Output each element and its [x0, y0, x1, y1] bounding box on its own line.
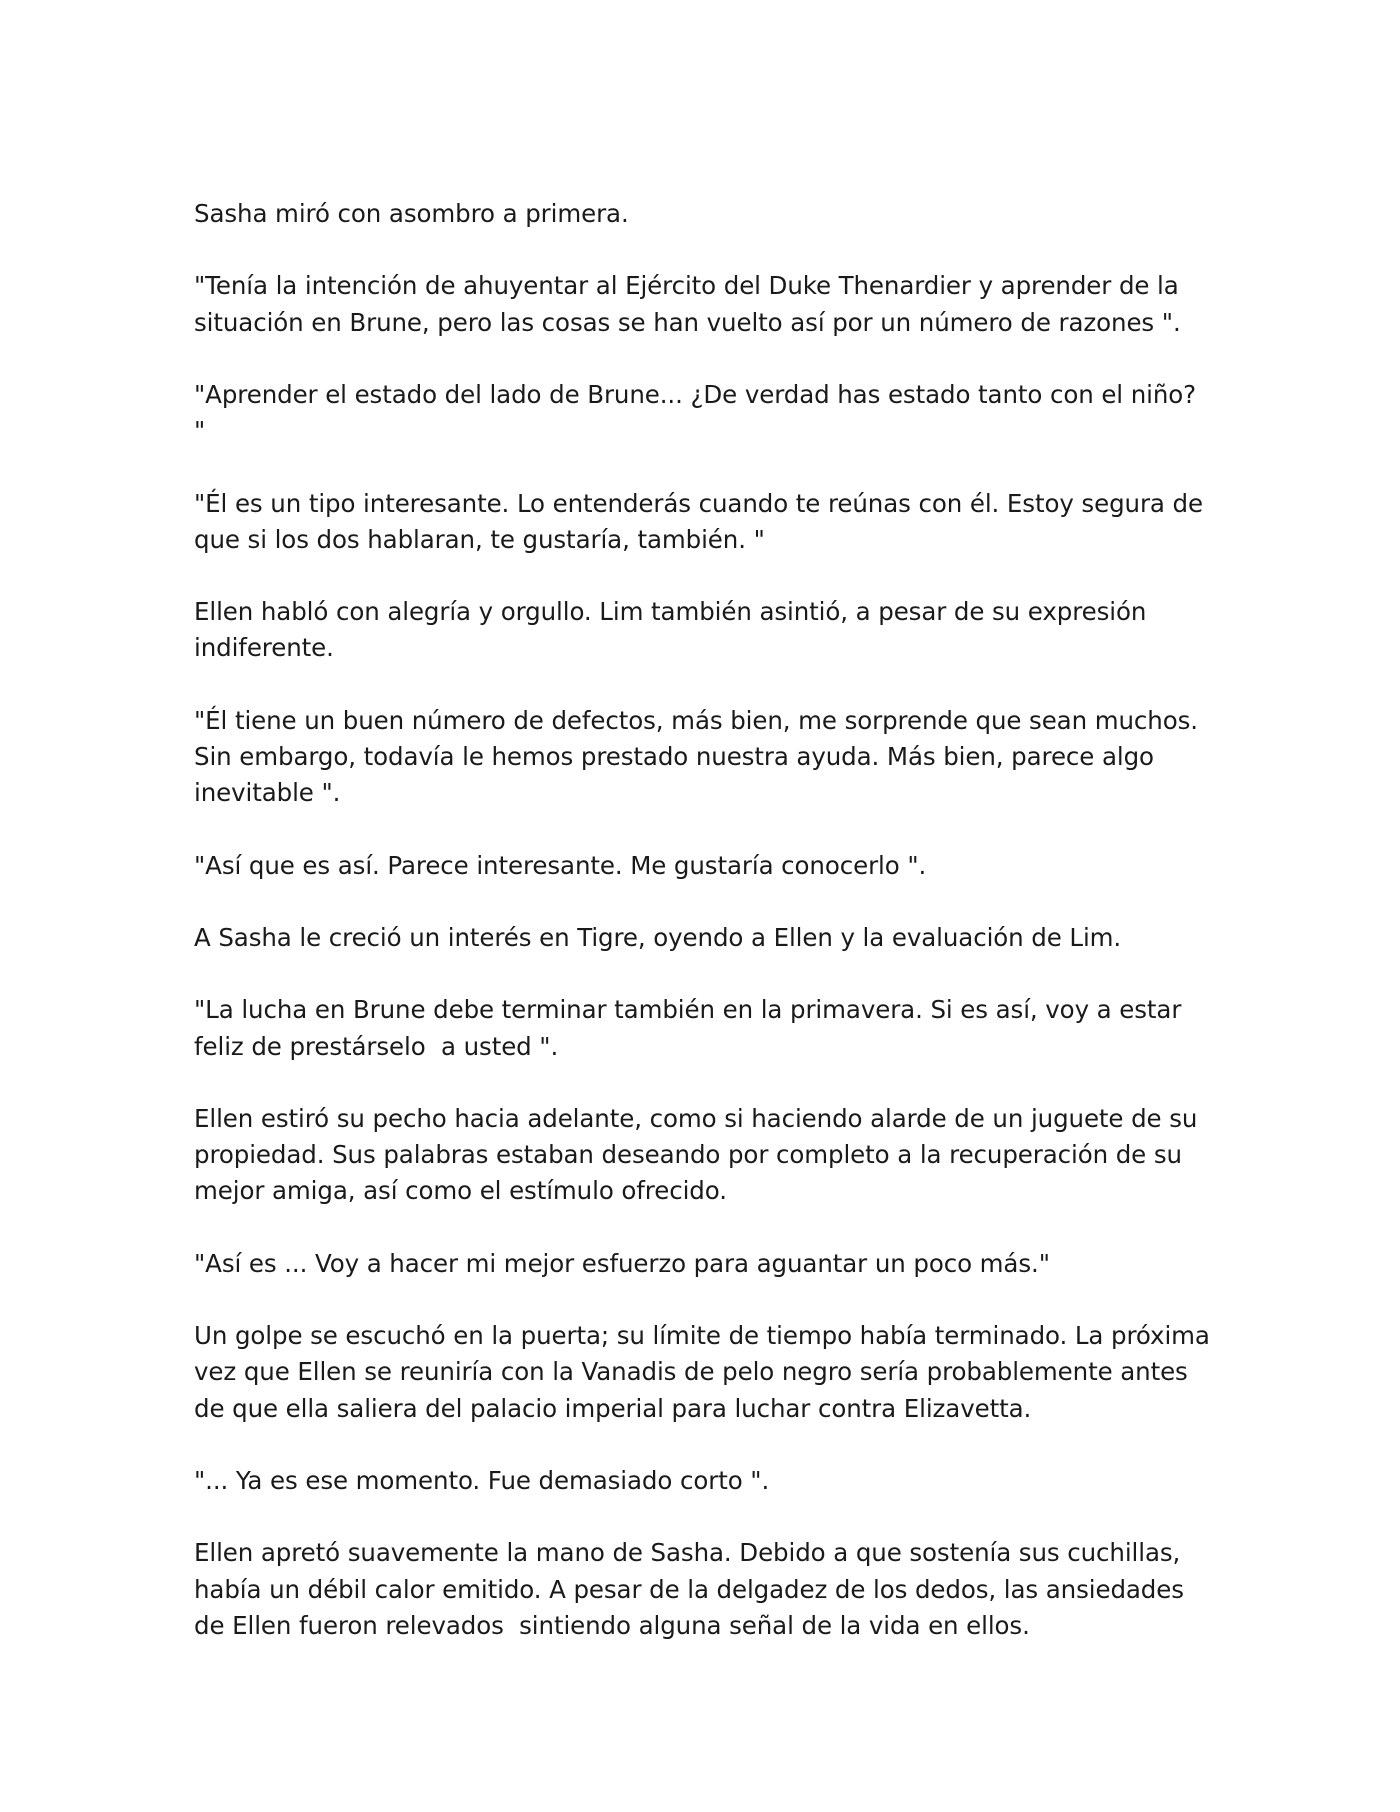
paragraph-5: Ellen habló con alegría y orgullo. Lim también asintió, a pesar de su expresión indiferente. [194, 597, 1154, 663]
paragraph-11: "Así es ... Voy a hacer mi mejor esfuerzo para aguantar un poco más." [194, 1248, 1050, 1278]
paragraph-12: Un golpe se escuchó en la puerta; su límite de tiempo había terminado. La próxima vez que Ellen se reuniría con la Vanadis de pelo negro sería probablemente antes de que ella saliera del palacio imperial para luchar contra Elizavetta. [194, 1321, 1218, 1423]
paragraph-14: Ellen apretó suavemente la mano de Sasha. Debido a que sostenía sus cuchillas, había un débil calor emitido. A pesar de la delgadez de los dedos, las ansiedades de Ellen fueron relevados sintiendo alguna señal de la vida en ellos. [194, 1538, 1192, 1640]
paragraph-8: A Sasha le creció un interés en Tigre, oyendo a Ellen y la evaluación de Lim. [194, 922, 1122, 952]
paragraph-6: "Él tiene un buen número de defectos, más bien, me sorprende que sean muchos. Sin embargo, todavía le hemos prestado nuestra ayuda. Más bien, parece algo inevitable ". [194, 705, 1206, 808]
paragraph-3: "Aprender el estado del lado de Brune... ¿De verdad has estado tanto con el niño? " [194, 379, 1204, 446]
paragraph-13: "... Ya es ese momento. Fue demasiado corto ". [194, 1465, 770, 1495]
paragraph-7: "Así que es así. Parece interesante. Me gustaría conocerlo ". [194, 850, 927, 880]
paragraph-9: "La lucha en Brune debe terminar también en la primavera. Si es así, voy a estar feliz de prestárselo a usted ". [194, 995, 1189, 1061]
paragraph-1: Sasha miró con asombro a primera. [194, 199, 629, 228]
paragraph-2: "Tenía la intención de ahuyentar al Ejército del Duke Thenardier y aprender de la situación en Brune, pero las cosas se han vuelto así por un número de razones ". [194, 271, 1187, 337]
document-body [194, 196, 1218, 1680]
paragraph-10: Ellen estiró su pecho hacia adelante, como si haciendo alarde de un juguete de su propiedad. Sus palabras estaban deseando por completo a la recuperación de su mejor amiga, así como el estímulo ofrecido. [194, 1103, 1206, 1206]
paragraph-4: "Él es un tipo interesante. Lo entenderás cuando te reúnas con él. Estoy segura de que si los dos hablaran, te gustaría, también. " [194, 488, 1211, 554]
